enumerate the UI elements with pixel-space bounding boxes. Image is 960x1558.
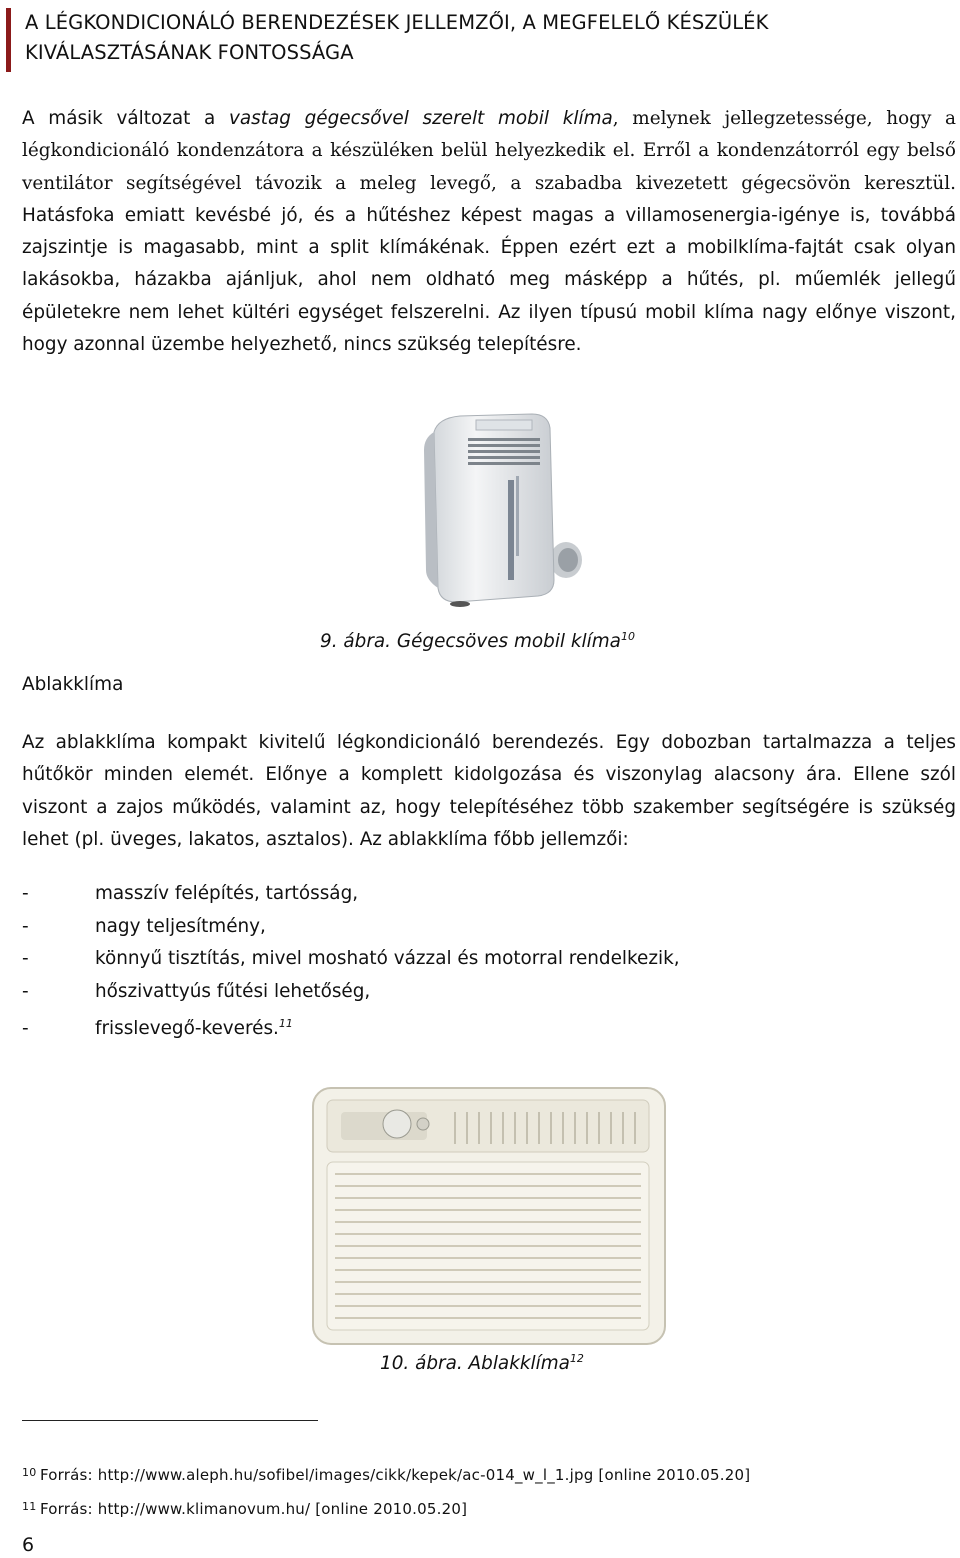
page-header xyxy=(6,8,950,72)
page-number: 6 xyxy=(22,1534,35,1556)
list-item-text: masszív felépítés, tartósság, xyxy=(95,883,359,904)
figure9-ref: 10 xyxy=(620,630,635,643)
list-item-text: hőszivattyús fűtési lehetőség, xyxy=(95,980,371,1002)
list-footnote-ref: 11 xyxy=(278,1017,293,1030)
footnote-text: Forrás: http://www.aleph.hu/sofibel/images/cikk/kepek/ac-014_w_l_1.jpg [online 2010.05.20] xyxy=(40,1466,751,1484)
list-dash: - xyxy=(22,915,29,937)
list-item xyxy=(22,976,680,1009)
figure10-caption-text: 10. ábra. Ablakklíma xyxy=(380,1353,570,1375)
ac-stripe xyxy=(508,480,514,580)
figure10-ref: 12 xyxy=(569,1352,584,1365)
footnote-number: 10 xyxy=(22,1466,37,1479)
list-item xyxy=(22,878,680,911)
window-ac-image xyxy=(305,1082,671,1350)
list-item xyxy=(22,911,680,944)
ac-foot xyxy=(450,601,470,607)
para1-end: Hatásfoka emiatt kevésbé jó, és a hűtéshez képest magas a villamosenergia-igénye is, továbbá zajszintje is magasabb, mint a split klímákénak. Éppen ezért ezt a mobilklíma-fajtát csak olyan lakásokba, házakba ajánljuk, ahol nem oldható meg másképp a hűtés, pl. műemlék jellegű épületekre nem lehet kültéri egységet felszerelni. Az ilyen típusú mobil klíma nagy előnye viszont, hogy azonnal üzembe helyezhető, nincs szükség telepítésre. xyxy=(22,204,956,356)
list-item-text: frisslevegő-keverés. xyxy=(95,1018,279,1040)
list-item xyxy=(22,1008,680,1041)
footnote-number: 11 xyxy=(22,1500,37,1513)
list-dash: - xyxy=(22,948,29,969)
figure9-caption xyxy=(320,630,635,652)
list-item-text: nagy teljesítmény, xyxy=(95,915,266,937)
intro-paragraph xyxy=(22,103,956,361)
portable-ac-image xyxy=(420,410,610,610)
footnote-divider xyxy=(22,1420,318,1421)
footnote-11 xyxy=(22,1500,467,1518)
header-title: A LÉGKONDICIONÁLÓ BERENDEZÉSEK JELLEMZŐI, A MEGFELELŐ KÉSZÜLÉK KIVÁLASZTÁSÁNAK FONTOSSÁGA xyxy=(25,11,769,64)
para1-serif-part: , melynek jellegzetessége, hogy a légkondicionáló kondenzátora a készüléken belül helyezkedik el. Erről a kondenzátorról egy belső ventilátor segítségével távozik a meleg levegő, a szabadba kivezetett gégecsövön keresztül. xyxy=(22,108,957,194)
ac-control-panel xyxy=(476,420,532,430)
section-heading: Ablakklíma xyxy=(22,674,124,695)
para1-emphasis: vastag gégecsővel szerelt mobil klíma xyxy=(229,108,613,129)
figure9-caption-text: 9. ábra. Gégecsöves mobil klíma xyxy=(320,631,621,653)
window-ac-paragraph: Az ablakklíma kompakt kivitelű légkondicionáló berendezés. Egy dobozban tartalmazza a teljes hűtőkör minden elemét. Előnye a komplett kidolgozása és viszonylag alacsony ára. Ellene szól viszont a zajos működés, valamint az, hogy telepítéséhez több szakember segítségére is szükség lehet (pl. üveges, lakatos, asztalos). Az ablakklíma főbb jellemzői: xyxy=(22,732,956,850)
list-dash: - xyxy=(22,1018,29,1040)
features-list xyxy=(22,878,680,1041)
figure10-caption xyxy=(380,1352,584,1374)
footnote-text: Forrás: http://www.klimanovum.hu/ [online 2010.05.20] xyxy=(40,1500,468,1518)
para1-start: A másik változat a xyxy=(22,108,230,129)
ac-hose-outlet-inner xyxy=(558,548,578,572)
ac-stripe-2 xyxy=(516,476,519,556)
list-dash: - xyxy=(22,883,29,904)
list-dash: - xyxy=(22,980,29,1002)
footnote-10 xyxy=(22,1466,750,1484)
ac-body xyxy=(434,414,554,602)
window-ac-knob-2 xyxy=(417,1118,429,1130)
list-item xyxy=(22,943,680,976)
window-ac-knob xyxy=(383,1110,411,1138)
list-item-text: könnyű tisztítás, mivel mosható vázzal és motorral rendelkezik, xyxy=(95,948,680,969)
